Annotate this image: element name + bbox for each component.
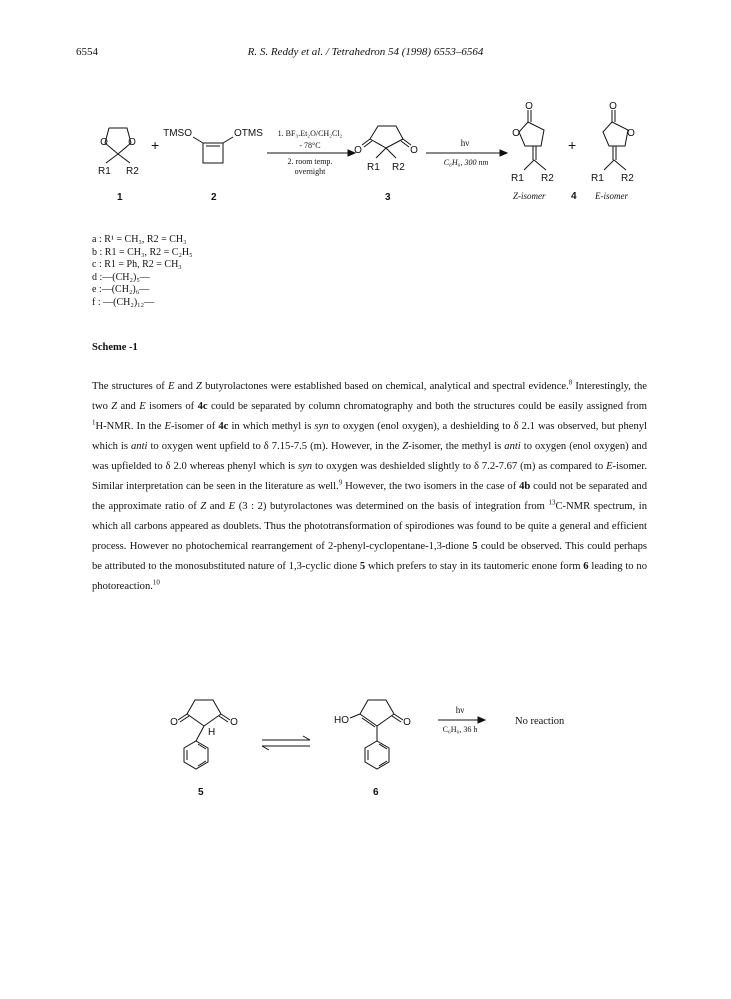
substituent-R2: R2 [541,173,554,184]
group-TMSO: TMSO [163,128,192,139]
atom-O: O [100,137,108,148]
compound-number-4: 4 [571,191,577,202]
compound-number-2: 2 [211,192,217,203]
scheme-caption: Scheme -1 [92,342,138,353]
atom-O: O [525,101,533,112]
substituent-R2: R2 [621,173,634,184]
compound-1-structure [105,128,131,163]
substituent-d: d :—(CH₂)₅— [92,271,150,283]
substituent-e: e :—(CH₂)₆— [92,284,150,295]
plus-sign: + [151,137,160,153]
atom-O: O [512,128,520,139]
e-isomer-label: E-isomer [595,191,628,201]
running-head: R. S. Reddy et al. / Tetrahedron 54 (1998) 6553–6564 [247,46,484,58]
citation-9: 9 [338,478,343,487]
equilibrium-arrow-forward-head [303,736,310,740]
substituent-R2: R2 [126,166,139,177]
condition-hv: hν [460,138,470,148]
photo-arrow-head [478,717,485,723]
substituent-R1: R1 [367,162,380,173]
citation-10: 10 [152,578,160,587]
compound-6-structure [350,700,403,769]
citation-8: 8 [568,378,573,387]
atom-O: O [230,717,238,728]
compound-3-structure [362,126,411,158]
z-isomer-structure [519,110,546,170]
atom-O: O [410,145,418,156]
substituent-f: f : —(CH₂)₁₂— [92,296,155,308]
compound-number-6: 6 [373,787,379,798]
compound-number-1: 1 [117,192,123,203]
substituent-R2: R2 [392,162,405,173]
condition-temp: - 78°C [299,141,321,150]
substituent-list [92,234,193,309]
compound-5-structure [178,700,230,769]
atom-O: O [403,717,411,728]
condition-solvent-time: C₆H₆, 36 h [442,725,478,734]
atom-O: O [354,145,362,156]
compound-number-3: 3 [385,192,391,203]
no-reaction-label: No reaction [515,716,565,727]
equilibrium-arrow-reverse-head [262,746,269,750]
reaction-arrow-2-head [500,150,507,156]
condition-solvent-wavelength: C₆H₆, 300 nm [443,158,489,167]
atom-O: O [609,101,617,112]
compound-number-5: 5 [198,787,204,798]
atom-O: O [170,717,178,728]
z-isomer-label: Z-isomer [513,191,546,201]
e-isomer-structure [603,110,628,170]
substituent-R1: R1 [511,173,524,184]
group-OTMS: OTMS [234,128,263,139]
plus-sign: + [568,137,577,153]
substituent-R1: R1 [591,173,604,184]
condition-step-1: 1. BF₃.Et₂O/CH₂Cl₂ [277,129,343,138]
condition-time: overnight [294,167,326,176]
condition-step-2: 2. room temp. [287,157,333,166]
substituent-c: c : R1 = Ph, R2 = CH₃ [92,259,182,270]
group-HO: HO [334,715,349,726]
substituent-a: a : R¹ = CH₃, R2 = CH₃ [92,234,187,245]
compound-2-structure [193,137,233,163]
body-paragraph: The structures of E and Z butyrolactones were established based on chemical, analytical and spectral evidence.$^8$ Interestingly, the two Z and E isomers of 4c could be separated by column chromatography and both the structures could be easily assigned from $^1$H-NMR. In the E-isomer of 4c in which methyl is syn to oxygen (enol oxygen), a deshielding to δ 2.1 was observed, but phenyl which is anti to oxygen went upfield to δ 7.15-7.5 (m). However, in the Z-isomer, the methyl is anti to oxygen (enol oxygen) and was upfielded to δ 2.0 whereas phenyl which is syn to oxygen was deshielded slightly to δ 7.2-7.67 (m) as compared to E-isomer. Similar interpretation can be seen in the literature as well.$^9$ However, the two isomers in the case of 4b could not be separated and the approximate ratio of Z and E (3 : 2) butyrolactones was determined on the basis of integration from $^{13}$C-NMR spectrum, in which all carbons appeared as doublets. Thus the phototransformation of spirodiones was found to be quite a general and efficient process. However no photochemical rearrangement of 2-phenyl-cyclopentane-1,3-dione 5 could be observed. This could perhaps be attributed to the monosubstituted nature of 1,3-cyclic dione 5 which prefers to stay in its tautomeric enone form 6 leading to no photoreaction.$^{10}$ [92,378,647,592]
scheme-1-figure [0,0,731,230]
atom-H: H [208,727,216,738]
page-number: 6554 [76,46,98,58]
substituent-R1: R1 [98,166,111,177]
substituent-b: b : R1 = CH₃, R2 = C₂H₅ [92,246,193,258]
atom-O: O [627,128,635,139]
atom-O: O [128,137,136,148]
condition-hv: hν [455,705,465,715]
scheme-2-figure [0,680,731,860]
